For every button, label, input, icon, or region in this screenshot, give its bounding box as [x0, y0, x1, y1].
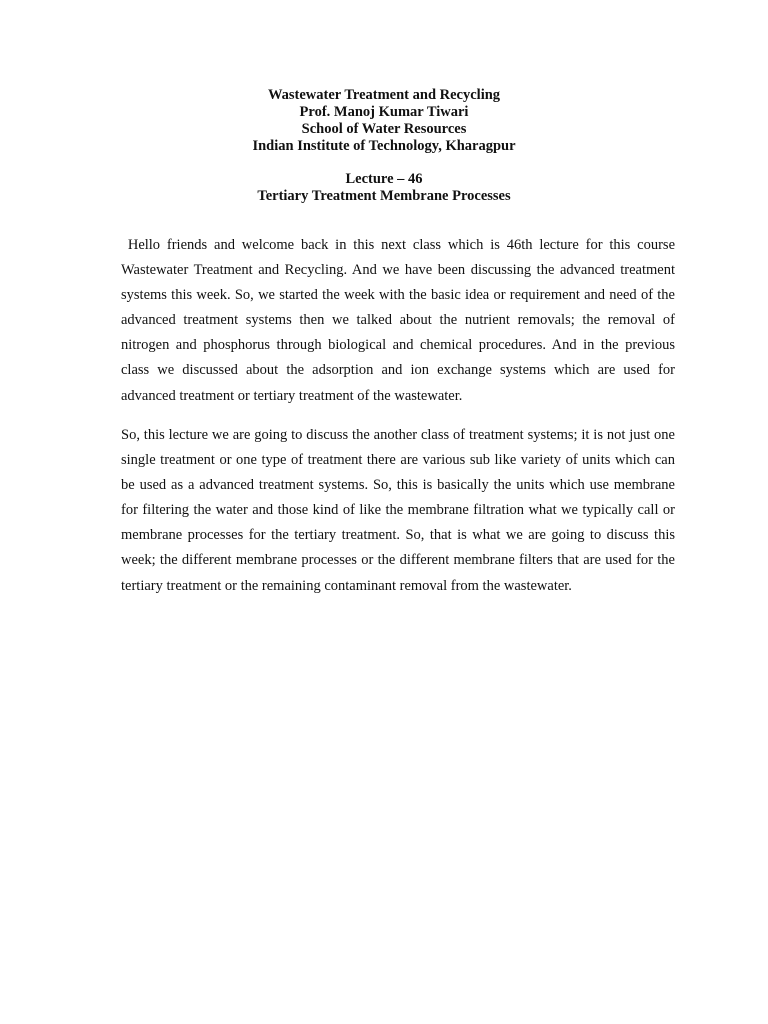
paragraph-2: So, this lecture we are going to discuss the another class of treatment systems; it is not just one single treatment or one type of treatment there are various sub like variety of units which can be used as a advanced treatment systems. So, this is basically the units which use membrane for filtering the water and those kind of like the membrane filtration what we typically call or membrane processes for the tertiary treatment. So, that is what we are going to discuss this week; the different membrane processes or the different membrane filters that are used for the tertiary treatment or the remaining contaminant removal from the wastewater.	[121, 427, 675, 594]
institute-name: Indian Institute of Technology, Kharagpur	[252, 138, 516, 154]
school-name: School of Water Resources	[301, 121, 467, 137]
lecture-number: Lecture – 46	[345, 171, 423, 187]
lecture-title: Tertiary Treatment Membrane Processes	[257, 188, 511, 204]
paragraph-1: Hello friends and welcome back in this next class which is 46th lecture for this course Wastewater Treatment and Recycling. And we have been discussing the advanced treatment systems this week. So, we started the week with the basic idea or requirement and need of the advanced treatment systems then we talked about the nutrient removals; the removal of nitrogen and phosphorus through biological and chemical procedures. And in the previous class we discussed about the adsorption and ion exchange systems which are used for advanced treatment or tertiary treatment of the wastewater.	[121, 237, 679, 404]
document-header	[0, 87, 768, 155]
professor-name: Prof. Manoj Kumar Tiwari	[299, 104, 469, 120]
course-title: Wastewater Treatment and Recycling	[267, 87, 501, 103]
lecture-heading	[0, 171, 768, 205]
